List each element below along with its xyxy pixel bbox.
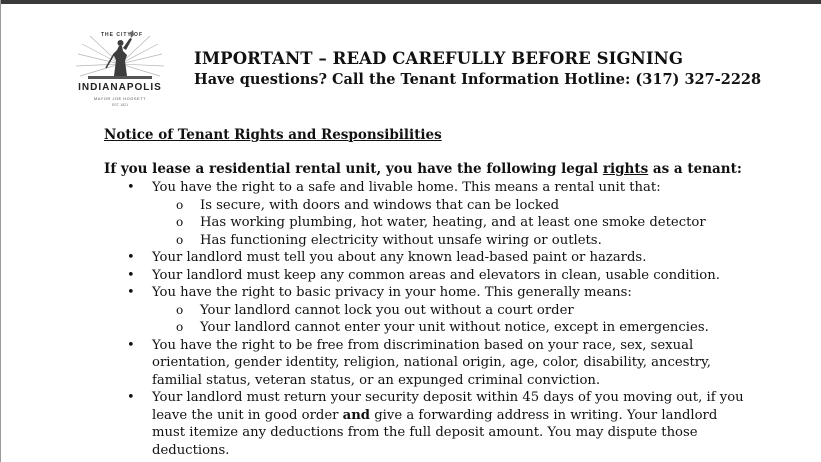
rights-list	[0, 179, 821, 459]
deposit-and-emphasis: and	[342, 407, 371, 423]
hotline-subtitle: Have questions? Call the Tenant Information Hotline: (317) 327-2228	[194, 71, 762, 88]
item-deposit-line-2	[152, 407, 717, 425]
list-item-continuation	[0, 354, 821, 372]
sub-list-item	[0, 319, 821, 337]
intro-after: as a tenant:	[648, 161, 742, 177]
list-item	[0, 284, 821, 302]
item-privacy: You have the right to basic privacy in your home. This generally means:	[152, 285, 632, 300]
item-safe-sub-1: Is secure, with doors and windows that can be locked	[200, 197, 560, 213]
item-deposit-line-4: deductions.	[152, 442, 230, 458]
bullet-icon: •	[127, 267, 135, 283]
sub-bullet-icon: o	[176, 232, 184, 247]
page-title: IMPORTANT – READ CAREFULLY BEFORE SIGNING	[194, 49, 684, 68]
logo-mayor-name: MAYOR JOE HOGSETT	[93, 96, 147, 101]
list-item	[0, 337, 821, 355]
page-top-border	[0, 0, 821, 4]
intro-rights-word: rights	[602, 161, 649, 177]
logo-arc-text: THE CITY OF	[100, 32, 144, 38]
sub-bullet-icon: o	[176, 197, 184, 212]
bullet-icon: •	[127, 285, 135, 300]
list-item-continuation	[0, 424, 821, 442]
deposit-line-2-start: leave the unit in good order	[152, 407, 343, 423]
deposit-line-2-end: give a forwarding address in writing. Your landlord	[370, 407, 718, 423]
item-discrimination-line-3: familial status, veteran status, or an expunged criminal conviction.	[152, 372, 601, 388]
list-item-continuation	[0, 407, 821, 425]
bullet-icon: •	[127, 337, 135, 353]
item-discrimination-line-2: orientation, gender identity, religion, national origin, age, color, disability, ancestry,	[152, 355, 711, 370]
list-item	[0, 179, 821, 197]
list-item-continuation	[0, 372, 821, 390]
item-discrimination-line-1: You have the right to be free from discrimination based on your race, sex, sexual	[152, 337, 694, 353]
sub-bullet-icon: o	[176, 215, 184, 229]
sub-bullet-icon: o	[176, 302, 184, 317]
item-privacy-sub-2: Your landlord cannot enter your unit without notice, except in emergencies.	[200, 320, 709, 335]
bullet-icon: •	[127, 250, 135, 265]
bullet-icon: •	[127, 180, 135, 195]
sub-bullet-icon: o	[176, 320, 184, 334]
sub-list-item	[0, 197, 821, 215]
item-lead-paint: Your landlord must tell you about any known lead-based paint or hazards.	[152, 250, 647, 265]
item-safe-sub-2: Has working plumbing, hot water, heating, and at least one smoke detector	[200, 215, 706, 230]
list-item	[0, 249, 821, 267]
intro-before: If you lease a residential rental unit, you have the following legal	[104, 161, 603, 177]
item-safe-home: You have the right to a safe and livable home. This means a rental unit that:	[152, 180, 661, 195]
sub-list-item	[0, 214, 821, 232]
list-item	[0, 389, 821, 407]
logo-city-name: INDIANAPOLIS	[78, 82, 162, 93]
city-logo	[70, 24, 170, 110]
item-privacy-sub-1: Your landlord cannot lock you out without a court order	[200, 302, 574, 318]
list-item	[0, 267, 821, 285]
logo-established: EST. 1821	[111, 103, 129, 107]
sub-list-item	[0, 302, 821, 320]
item-safe-sub-3: Has functioning electricity without unsafe wiring or outlets.	[200, 232, 602, 248]
item-deposit-line-3: must itemize any deductions from the full deposit amount. You may dispute those	[152, 425, 698, 440]
bullet-icon: •	[127, 390, 135, 405]
item-common-areas: Your landlord must keep any common areas and elevators in clean, usable condition.	[152, 267, 720, 283]
list-item-continuation	[0, 442, 821, 460]
notice-heading: Notice of Tenant Rights and Responsibilities	[104, 127, 442, 143]
item-deposit-line-1: Your landlord must return your security deposit within 45 days of you moving out, if you	[152, 390, 744, 405]
intro-statement	[104, 161, 742, 177]
sub-list-item	[0, 232, 821, 250]
